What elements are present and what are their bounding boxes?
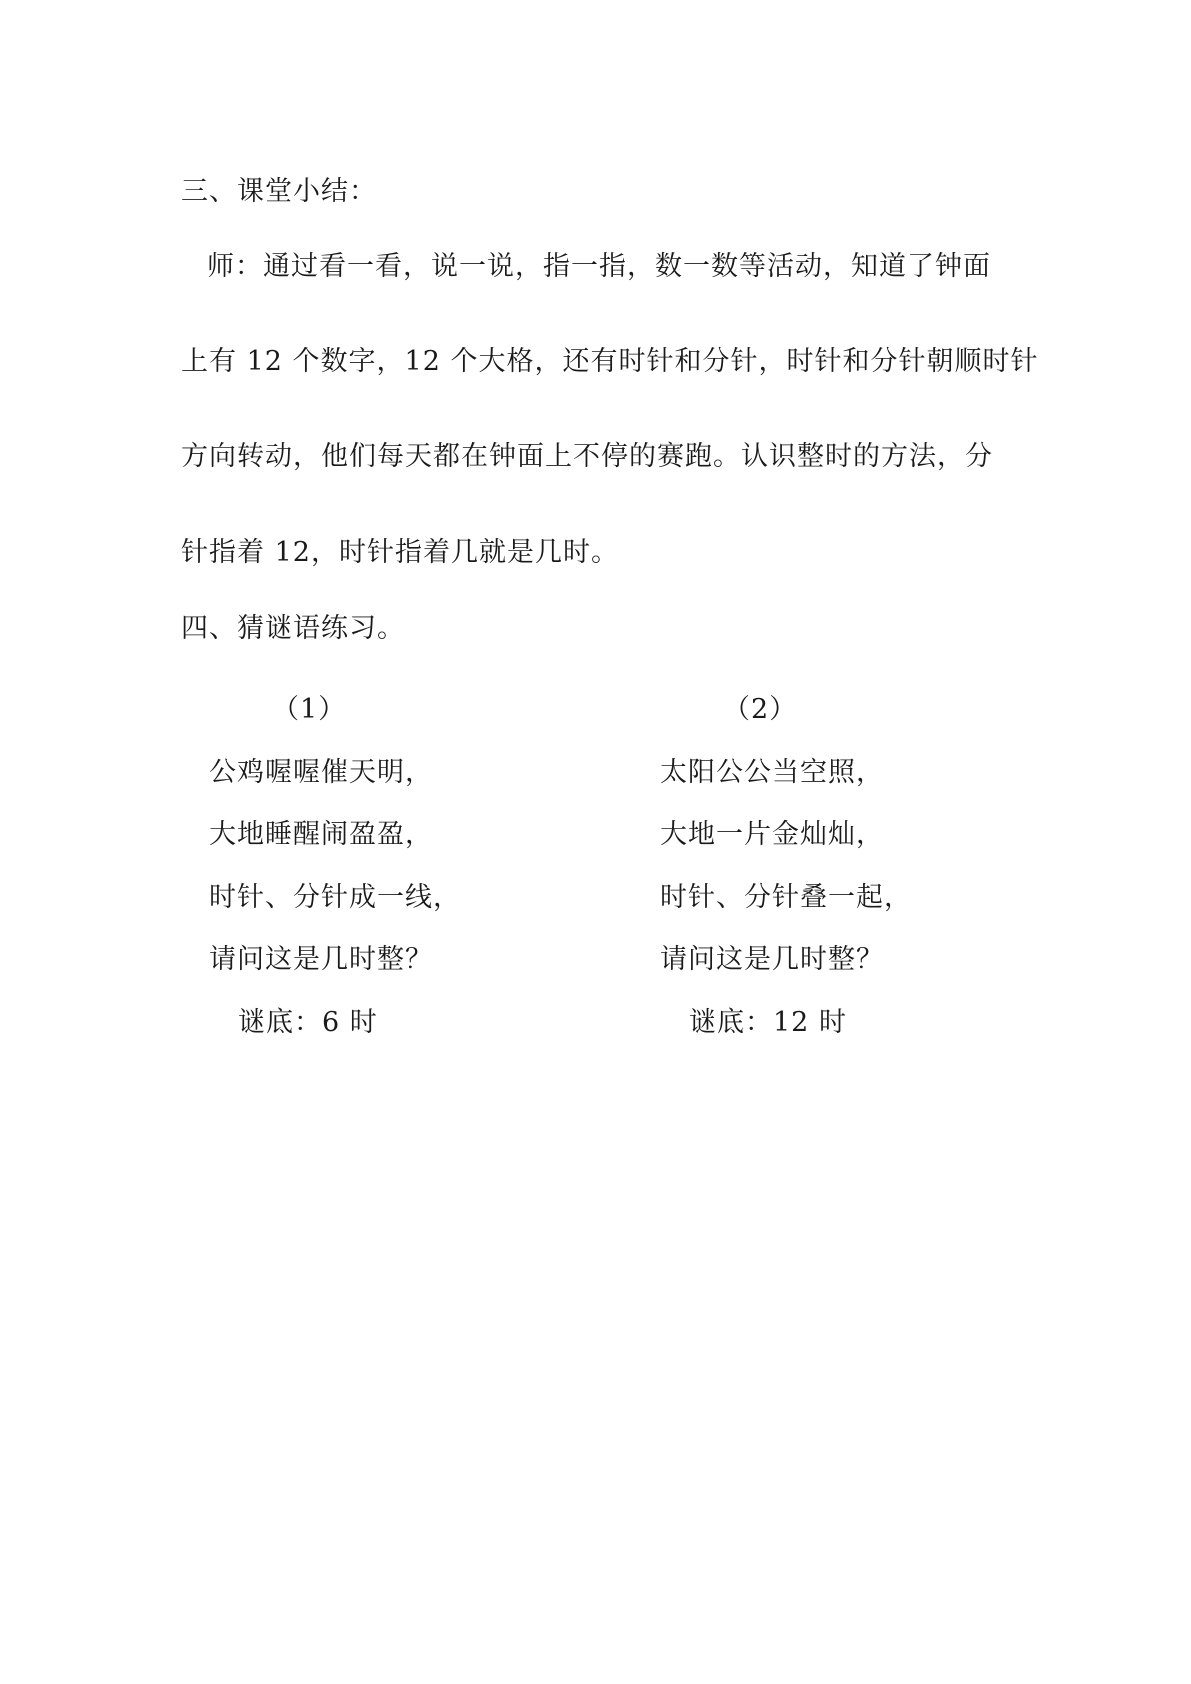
section-3-heading: 三、课堂小结： bbox=[181, 176, 377, 207]
summary-paragraph-line-4: 针指着 12，时针指着几就是几时。 bbox=[181, 537, 619, 568]
riddle-1-line-3: 时针、分针成一线， bbox=[209, 882, 461, 913]
section-4-heading: 四、猜谜语练习。 bbox=[181, 613, 405, 644]
riddle-1-answer: 谜底：6 时 bbox=[238, 1007, 378, 1038]
riddle-1-line-1: 公鸡喔喔催天明， bbox=[209, 757, 433, 788]
summary-paragraph-line-3: 方向转动，他们每天都在钟面上不停的赛跑。认识整时的方法，分 bbox=[181, 441, 993, 472]
riddle-2-line-2: 大地一片金灿灿， bbox=[660, 819, 884, 850]
riddle-2-answer: 谜底：12 时 bbox=[689, 1007, 847, 1038]
riddle-1-line-2: 大地睡醒闹盈盈， bbox=[209, 819, 433, 850]
summary-paragraph-line-1: 师：通过看一看，说一说，指一指，数一数等活动，知道了钟面 bbox=[207, 251, 991, 282]
riddle-2-line-4: 请问这是几时整？ bbox=[660, 944, 884, 975]
riddle-1-line-4: 请问这是几时整？ bbox=[209, 944, 433, 975]
riddle-2-line-1: 太阳公公当空照， bbox=[660, 757, 884, 788]
summary-paragraph-line-2: 上有 12 个数字，12 个大格，还有时针和分针，时针和分针朝顺时针 bbox=[181, 346, 1039, 377]
riddle-1-number: （1） bbox=[272, 694, 347, 725]
riddle-2-line-3: 时针、分针叠一起， bbox=[660, 882, 912, 913]
riddle-2-number: （2） bbox=[723, 694, 798, 725]
